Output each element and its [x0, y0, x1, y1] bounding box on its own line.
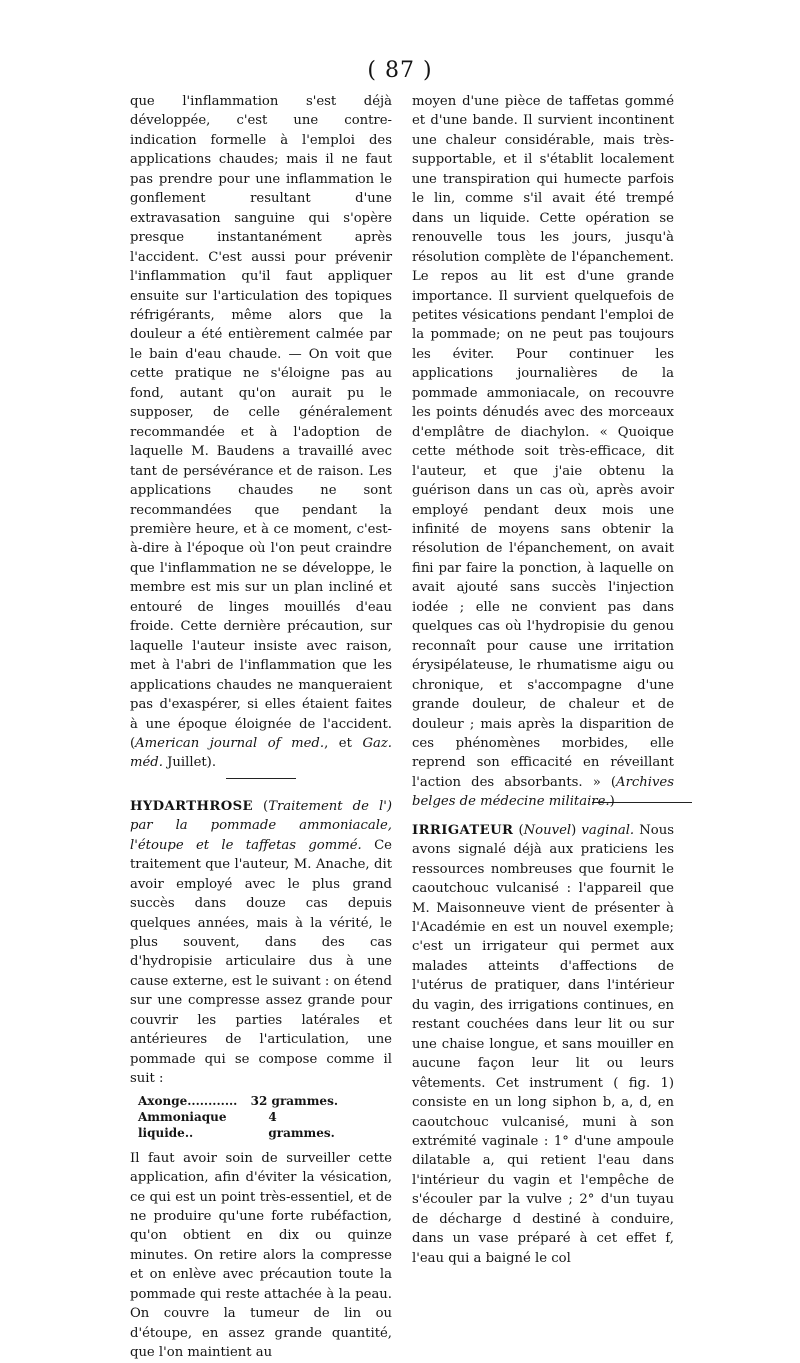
hydarthrose-heading: HYDARTHROSE — [130, 798, 253, 814]
page-number: ( 87 ) — [367, 58, 433, 83]
irrigateur-subtitle-2: vaginal. — [581, 822, 635, 838]
left-paragraph-1-text: que l'inflammation s'est déjà développée, c'est une contre-indication formelle à l'emploi des applications chaudes; mais il ne faut pas prendre pour une inflammation le gonflement resultant d'une extravasation sanguine qui s'opère presque instantanément après l'accident. C'est aussi pour prévenir l'inflammation qu'il faut appliquer ensuite sur l'articulation des topiques réfrigérants, même alors que la douleur a été entièrement calmée par le bain d'eau chaude. — On voit que cette pratique ne s'éloigne pas au fond, autant qu'on aurait pu le supposer, de celle généralement recommandée et à l'adoption de laquelle M. Baudens a travaillé avec tant de persévérance et de raison. Les applications chaudes ne sont recommandées que pendant la première heure, et à ce moment, c'est-à-dire à l'époque où l'on peut craindre que l'inflammation ne se développe, le membre est mis sur un plan incliné et entouré de linges mouillés d'eau froide. Cette dernière précaution, sur laquelle l'auteur insiste avec raison, met à l'abri de l'inflammation que les applications chaudes ne manqueraient pas d'exaspérer, si elles étaient faites à une époque éloignée de l'accident. ( — [130, 94, 392, 751]
reference-sep: , et — [324, 735, 363, 751]
hydarthrose-subtitle: Traitement de l') par la pommade ammoniacale, l'étoupe et le taffetas gommé. — [130, 798, 392, 853]
reference-end: Juillet). — [162, 755, 217, 771]
recipe-quantity: 4 grammes. — [268, 1109, 335, 1140]
reference-archives-end: ) — [609, 794, 615, 810]
spacer — [130, 783, 392, 797]
recipe-row — [138, 1093, 338, 1109]
reference-journal: American journal of med. — [135, 735, 325, 751]
irrigateur-body: Nous avons signalé déjà aux praticiens les ressources nombreuses que fournit le caoutchouc vulcanisé : l'appareil que M. Maisonneuve vient de présenter à l'Académie en est un nouvel exemple; c'est un irrigateur qui permet aux malades atteints d'affections de l'utérus de pratiquer, dans l'intérieur du vagin, des irrigations continues, en restant couchées dans leur lit ou sur une chaise longue, et sans mouiller en aucune façon leur lit ou leurs vêtements. Cet instrument ( fig. 1) consiste en un long siphon b, a, d, en caoutchouc vulcanisé, muni à son extrémité vaginale : 1° d'une ampoule dilatable a, qui retient l'eau dans l'intérieur du vagin et l'empêche de s'écouler par la vulve ; 2° d'un tuyau de décharge d destiné à conduire, dans un vase préparé à cet effet f, l'eau qui a baigné le col — [412, 822, 674, 1266]
hydarthrose-body: Ce traitement que l'auteur, M. Anache, dit avoir employé avec le plus grand succès dans douze cas depuis quelques années, mais à la vérité, le plus souvent, dans des cas d'hydropisie articulaire dus à une cause externe, est le suivant : on étend sur une compresse assez grande pour couvrir les parties latérales et antérieures de l'articulation, une pommade qui se compose comme il suit : — [130, 837, 392, 1087]
irrigateur-open: ( — [513, 822, 524, 838]
left-paragraph-3: Il faut avoir soin de surveiller cette application, afin d'éviter la vésication, ce qui est un point très-essentiel, et de ne produire qu'une forte rubéfaction, qu'on obtient en dix ou quinze minutes. On retire alors la compresse et on enlève avec précaution toute la pommade qui reste attachée à la peau. On couvre la tumeur de lin ou d'étoupe, en assez grande quantité, que l'on maintient au — [130, 1150, 392, 1361]
recipe-list — [138, 1093, 392, 1141]
irrigateur-subtitle: Nouvel — [523, 822, 572, 838]
right-paragraph-1-text: moyen d'une pièce de taffetas gommé et d'une bande. Il survient incontinent une chaleur considérable, mais très-supportable, et il s'établit localement une transpiration qui humecte parfois le lin, comme s'il avait été trempé dans un liquide. Cette opération se renouvelle tous les jours, jusqu'à résolution complète de l'épanchement. Le repos au lit est d'une grande importance. Il survient quelquefois de petites vésications pendant l'emploi de la pommade; on ne peut pas toujours les éviter. Pour continuer les applications journalières de la pommade ammoniacale, on recouvre les points dénudés avec des morceaux d'emplâtre de diachylon. « Quoique cette méthode soit très-efficace, dit l'auteur, et que j'aie obtenu la guérison dans un cas où, après avoir employé pendant deux mois une infinité de moyens sans obtenir la résolution de l'épanchement, on avait fini par faire la ponction, à laquelle on avait ajouté sans succès l'injection iodée ; elle ne convient pas dans quelques cas où l'hydropisie du genou reconnaît pour cause une irritation érysipélateuse, le rhumatisme aigu ou chronique, et s'accompagne d'une grande douleur, de chaleur et de douleur ; mais après la disparition de ces phénomènes morbides, elle reprend son efficacité en réveillant l'action des absorbants. » ( — [412, 94, 674, 790]
recipe-ingredient: Axonge............ — [138, 1093, 238, 1108]
recipe-quantity: 32 grammes. — [250, 1093, 338, 1108]
recipe-row — [138, 1109, 338, 1141]
irrigateur-heading: IRRIGATEUR — [412, 822, 514, 838]
left-paragraph-1 — [130, 92, 392, 773]
reference-gazette: Gaz. méd. — [130, 735, 392, 771]
section-divider — [226, 778, 296, 779]
recipe-ingredient: Ammoniaque liquide.. — [138, 1109, 227, 1140]
left-column — [130, 92, 392, 1363]
irrigateur-article — [412, 821, 674, 1268]
hydarthrose-open: ( — [252, 798, 269, 814]
irrigateur-close: ) — [571, 822, 582, 838]
reference-archives: Archives belges de médecine militaire. — [412, 774, 674, 810]
hydarthrose-article — [130, 797, 392, 1089]
right-column — [412, 92, 674, 1268]
right-paragraph-1 — [412, 92, 674, 812]
